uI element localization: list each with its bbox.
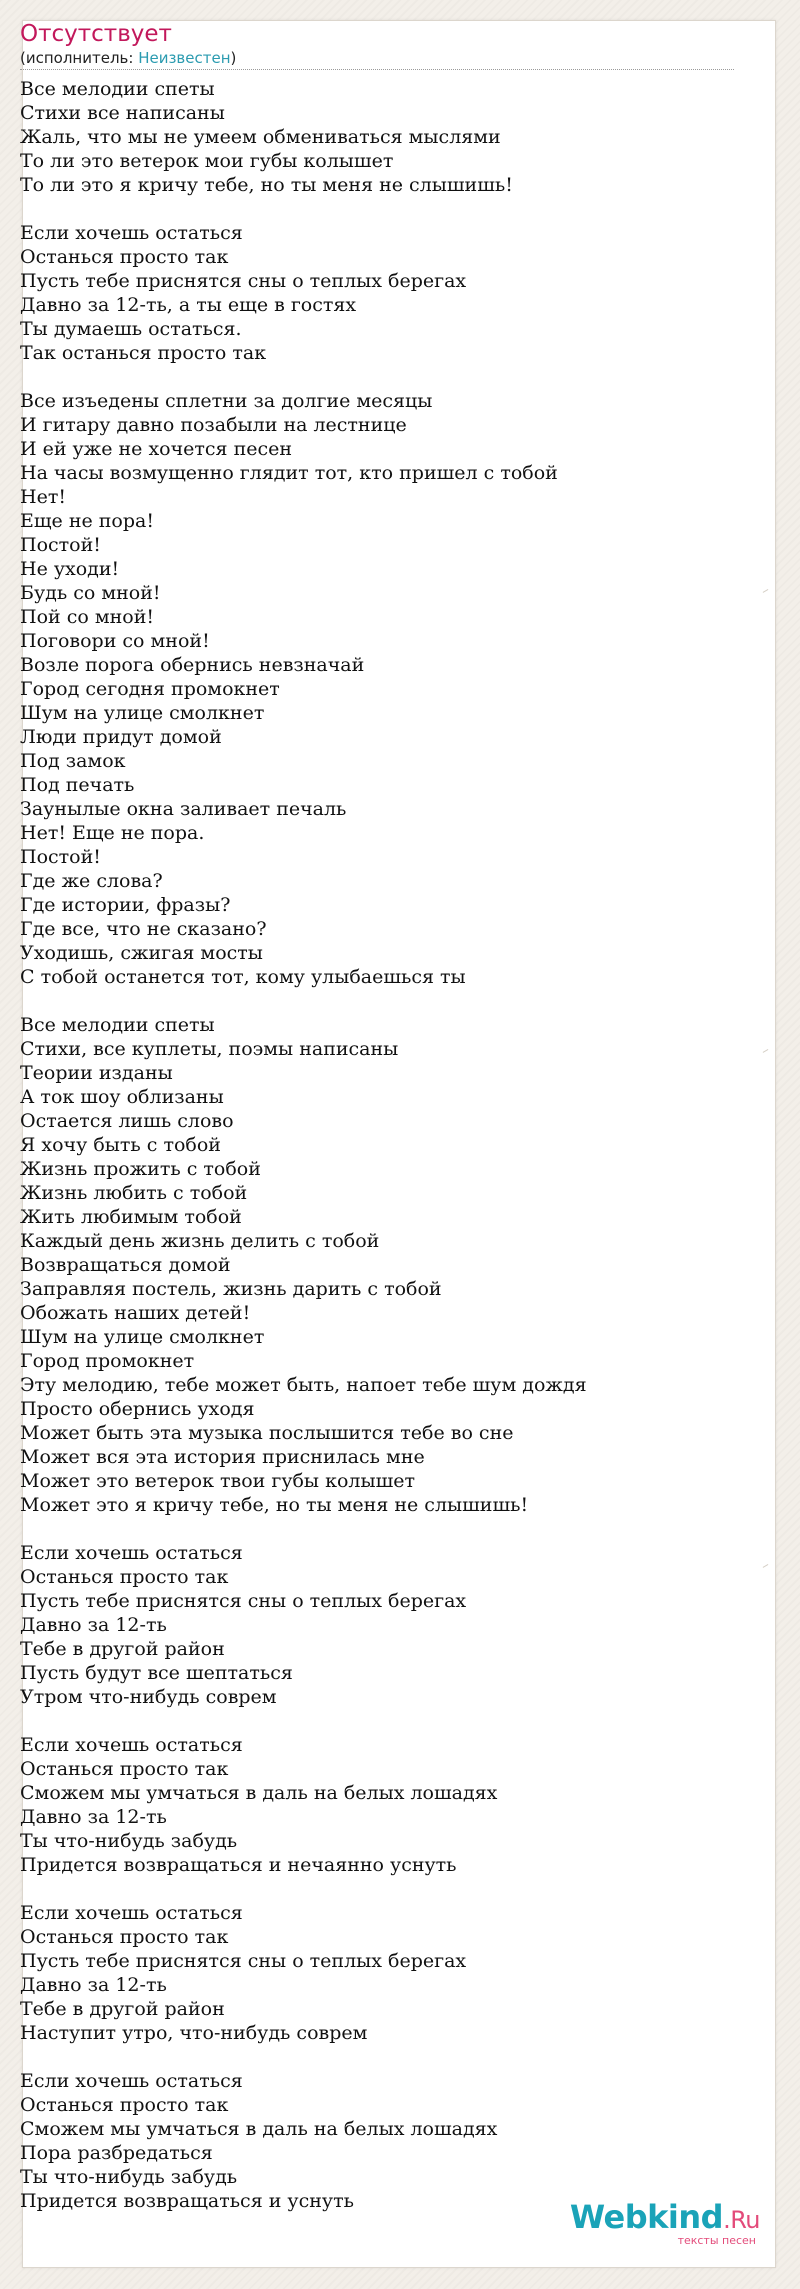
lyrics-line: Тебе в другой район (20, 1638, 225, 1660)
lyrics-line: Шум на улице смолкнет (20, 702, 265, 724)
lyrics-line: Шум на улице смолкнет (20, 1326, 265, 1348)
lyrics-line: Жизнь прожить с тобой (20, 1158, 261, 1180)
lyrics-line: Где истории, фразы? (20, 894, 231, 916)
performer-line (20, 49, 734, 67)
lyrics-line: Теории изданы (20, 1062, 173, 1084)
lyrics-line: Стихи все написаны (20, 102, 225, 124)
lyrics-line: Где же слова? (20, 870, 163, 892)
lyrics-line: Пусть будут все шептаться (20, 1662, 293, 1684)
lyrics-line: Давно за 12-ть, а ты еще в гостях (20, 294, 357, 316)
performer-link[interactable]: Неизвестен (138, 49, 231, 67)
lyrics-line: Возвращаться домой (20, 1254, 231, 1276)
lyrics-line: Жизнь любить с тобой (20, 1182, 248, 1204)
lyrics-line: Может это ветерок твои губы колышет (20, 1470, 416, 1492)
lyrics-line: Под печать (20, 774, 135, 796)
lyrics-stanza (20, 1901, 740, 2045)
lyrics-line: Все мелодии спеты (20, 1014, 215, 1036)
song-header (20, 20, 734, 70)
logo-tagline: тексты песен (677, 2234, 756, 2247)
lyrics-line: То ли это ветерок мои губы колышет (20, 150, 394, 172)
lyrics-line: Останься просто так (20, 1758, 229, 1780)
lyrics-line: Не уходи! (20, 558, 120, 580)
lyrics-line: Заправляя постель, жизнь дарить с тобой (20, 1278, 442, 1300)
lyrics-line: Ты что-нибудь забудь (20, 2166, 238, 2188)
lyrics-line: Если хочешь остаться (20, 1734, 243, 1756)
lyrics-line: Возле порога обернись невзначай (20, 654, 365, 676)
lyrics-line: Жаль, что мы не умеем обмениваться мыслями (20, 126, 501, 148)
lyrics-text (20, 77, 740, 2237)
lyrics-line: Просто обернись уходя (20, 1398, 255, 1420)
lyrics-line: Уходишь, сжигая мосты (20, 942, 263, 964)
lyrics-line: Давно за 12-ть (20, 1974, 167, 1996)
lyrics-line: Каждый день жизнь делить с тобой (20, 1230, 380, 1252)
lyrics-stanza (20, 1733, 740, 1877)
lyrics-line: Пусть тебе приснятся сны о теплых берегах (20, 1950, 467, 1972)
lyrics-line: Останься просто так (20, 1566, 229, 1588)
lyrics-stanza (20, 221, 740, 365)
lyrics-line: Останься просто так (20, 2094, 229, 2116)
lyrics-line: На часы возмущенно глядит тот, кто пришел с тобой (20, 462, 558, 484)
lyrics-line: Может вся эта история приснилась мне (20, 1446, 425, 1468)
lyrics-line: Под замок (20, 750, 126, 772)
performer-suffix: ) (230, 49, 237, 67)
logo-wordmark (560, 2200, 760, 2237)
lyrics-line: Все изъедены сплетни за долгие месяцы (20, 390, 433, 412)
header-divider (20, 69, 734, 70)
lyrics-stanza (20, 2069, 740, 2213)
lyrics-line: Постой! (20, 534, 101, 556)
lyrics-line: Пусть тебе приснятся сны о теплых берегах (20, 270, 467, 292)
logo-name: Webkind (569, 2198, 724, 2236)
lyrics-line: Если хочешь остаться (20, 2070, 243, 2092)
lyrics-line: Придется возвращаться и уснуть (20, 2190, 354, 2212)
lyrics-line: Город промокнет (20, 1350, 195, 1372)
lyrics-line: Еще не пора! (20, 510, 154, 532)
lyrics-line: Придется возвращаться и нечаянно уснуть (20, 1854, 457, 1876)
lyrics-line: И ей уже не хочется песен (20, 438, 293, 460)
lyrics-line: Давно за 12-ть (20, 1614, 167, 1636)
lyrics-line: Город сегодня промокнет (20, 678, 280, 700)
lyrics-line: Где все, что не сказано? (20, 918, 267, 940)
lyrics-line: Если хочешь остаться (20, 222, 243, 244)
lyrics-line: Давно за 12-ть (20, 1806, 167, 1828)
song-title: Отсутствует (20, 21, 172, 47)
lyrics-line: Стихи, все куплеты, поэмы написаны (20, 1038, 399, 1060)
lyrics-line: Наступит утро, что-нибудь соврем (20, 2022, 368, 2044)
lyrics-line: Тебе в другой район (20, 1998, 225, 2020)
lyrics-stanza (20, 1541, 740, 1709)
lyrics-line: Все мелодии спеты (20, 78, 215, 100)
lyrics-line: Ты что-нибудь забудь (20, 1830, 238, 1852)
lyrics-line: Люди придут домой (20, 726, 222, 748)
lyrics-line: Эту мелодию, тебе может быть, напоет тебе шум дождя (20, 1374, 587, 1396)
lyrics-line: Я хочу быть с тобой (20, 1134, 221, 1156)
lyrics-line: Пусть тебе приснятся сны о теплых берегах (20, 1590, 467, 1612)
lyrics-line: Заунылые окна заливает печаль (20, 798, 347, 820)
lyrics-line: Если хочешь остаться (20, 1902, 243, 1924)
lyrics-line: Нет! (20, 486, 66, 508)
lyrics-line: И гитару давно позабыли на лестнице (20, 414, 407, 436)
lyrics-line: Пой со мной! (20, 606, 155, 628)
lyrics-line: Если хочешь остаться (20, 1542, 243, 1564)
lyrics-line: Останься просто так (20, 1926, 229, 1948)
lyrics-line: А ток шоу облизаны (20, 1086, 224, 1108)
lyrics-stanza (20, 77, 740, 197)
lyrics-stanza (20, 389, 740, 989)
lyrics-line: Будь со мной! (20, 582, 161, 604)
lyrics-line: Пора разбредаться (20, 2142, 213, 2164)
lyrics-line: Поговори со мной! (20, 630, 210, 652)
lyrics-line: Останься просто так (20, 246, 229, 268)
logo-tld: .Ru (723, 2206, 760, 2234)
lyrics-line: Постой! (20, 846, 101, 868)
lyrics-line: Может это я кричу тебе, но ты меня не слышишь! (20, 1494, 529, 1516)
lyrics-line: Так останься просто так (20, 342, 267, 364)
lyrics-line: То ли это я кричу тебе, но ты меня не слышишь! (20, 174, 513, 196)
lyrics-line: Нет! Еще не пора. (20, 822, 205, 844)
lyrics-line: Остается лишь слово (20, 1110, 234, 1132)
lyrics-line: Жить любимым тобой (20, 1206, 242, 1228)
webkind-logo[interactable] (560, 2200, 760, 2270)
lyrics-line: С тобой останется тот, кому улыбаешься ты (20, 966, 466, 988)
lyrics-stanza (20, 1013, 740, 1517)
lyrics-line: Сможем мы умчаться в даль на белых лошадях (20, 1782, 498, 1804)
lyrics-line: Утром что-нибудь соврем (20, 1686, 277, 1708)
lyrics-line: Сможем мы умчаться в даль на белых лошадях (20, 2118, 498, 2140)
performer-prefix: (исполнитель: (20, 49, 139, 67)
lyrics-line: Ты думаешь остаться. (20, 318, 242, 340)
lyrics-line: Может быть эта музыка послышится тебе во сне (20, 1422, 514, 1444)
lyrics-line: Обожать наших детей! (20, 1302, 251, 1324)
